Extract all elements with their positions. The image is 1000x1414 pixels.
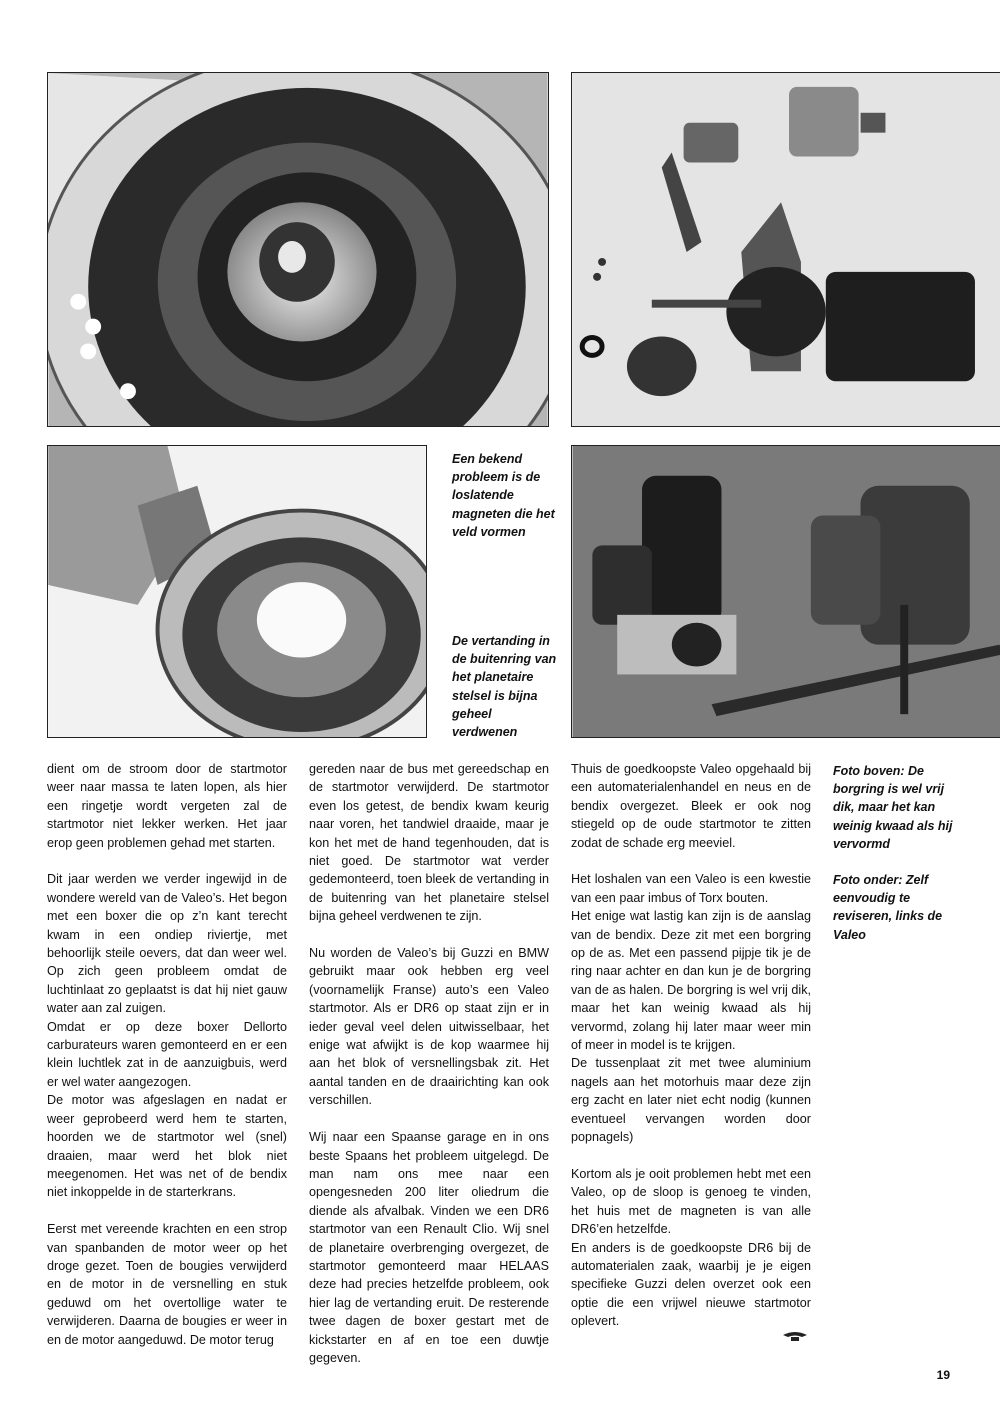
paragraph: Nu worden de Valeo’s bij Guzzi en BMW gebruikt maar ook hebben erg veel (voornamelijk Franse) auto’s een Valeo startmotor. Als er DR6 op staat zijn er in ieder geval veel delen uitwisselbaar, het enige wat afwijkt is de kop waarmee hij aan het blok of versnellingsbak zit. Het aantal tanden en de draairichting kan ook verschillen. (309, 946, 549, 1108)
article-column-1 (47, 760, 287, 1349)
planetary-ring-gear-photo (48, 446, 426, 737)
photo-ring-gear (47, 445, 427, 738)
paragraph: Dit jaar werden we verder ingewijd in de wondere wereld van de Valeo’s. Het begon met een boxer die op z’n kant terecht kwam in een ondiep riviertje, met behoorlijk steile oevers, dat dan weer wel. Op zich geen probleem omdat de luchtinlaat zo geplaatst is dat hij niet gauw water aan zal zuigen. (47, 872, 287, 1016)
paragraph: Kortom als je ooit problemen hebt met een Valeo, op de sloop is genoeg te vinden, het huis met de magneten is van alle DR6’en hetzelfde. (571, 1166, 811, 1237)
paragraph: Thuis de goedkoopste Valeo opgehaald bij een automaterialenhandel en neus en de bendix overgezet. Bleek er ook nog stiegeld op de oude startmotor te zitten zodat de schade erg meeviel. (571, 762, 811, 850)
paragraph: De motor was afgeslagen en nadat er weer geprobeerd werd hem te starten, hoorden we de startmotor wel (snel) draaien, maar werd het blok niet meegenomen. Het was net of de bendix niet inkoppelde in de starterkrans. (47, 1093, 287, 1200)
photo-disassembled-parts (571, 72, 1000, 427)
paragraph: Wij naar een Spaanse garage en in ons beste Spaans het probleem uitgelegd. De man nam ons mee naar een opengesneden 200 liter oliedrum die diende als afvalbak. Vinden we een DR6 startmotor van een Renault Clio. Wij snel de planetaire overbrenging overgezet, de startmotor gemonteerd maar HELAAS deze had precies hetzelfde probleem, ook hier lag de vertanding eruit. De resterende twee dagen de boxer gestart met de kickstarter en af en toe een duwtje gegeven. (309, 1130, 549, 1365)
paragraph: Het enige wat lastig kan zijn is de aanslag van de bendix. Deze zit met een borgring op de as. Met een passend pijpje tik je de ring naar achter en dan kun je de borgring van de as halen. De borgring is wel vrij dik, maar het kan weinig kwaad als hij vervormd, zolang hij later maar weer min of meer in model is te krijgen. (571, 909, 811, 1053)
two-starter-motors-on-ground-photo (572, 446, 1000, 737)
paragraph: Omdat er op deze boxer Dellorto carburateurs waren gemonteerd en er een klein luchtlek zat in de aanzuigbuis, werd er wel water aangezogen. (47, 1019, 287, 1089)
caption-foto-onder: Foto onder: Zelf eenvoudig te reviseren, links de Valeo (833, 873, 943, 942)
page-number: 19 (936, 1368, 950, 1382)
paragraph: Eerst met vereende krachten en een strop van spanbanden de motor weer op het droge gezet. Toen de bougies verwijderd en de motor in de versnelling en stuk geduwd om het overtollige water te verwijderen. Daarna de bougies er weer in en de motor aangeduwd. De motor terug (47, 1222, 287, 1347)
caption-magnets: Een bekend probleem is de loslatende magneten die het veld vormen (452, 452, 555, 539)
paragraph: De tussenplaat zit met twee aluminium nagels aan het motorhuis maar deze zijn erg zacht en later niet echt nodig (kunnen eventueel vervangen worden door popnagels) (571, 1056, 811, 1145)
caption-ring-gear: De vertanding in de buitenring van het planetaire stelsel is bijna geheel verdwenen (452, 634, 557, 740)
starter-motor-housing-magnets-photo (48, 73, 548, 426)
caption-foto-boven: Foto boven: De borgring is wel vrij dik, maar het kan weinig kwaad als hij vervormd (833, 764, 953, 851)
photo-two-starters (571, 445, 1000, 738)
guzzi-eagle-logo-icon (782, 1329, 808, 1343)
paragraph: gereden naar de bus met gereedschap en de startmotor verwijderd. De startmotor even los getest, de bendix kwam keurig naar voren, het tandwiel draaide, maar je kon het met de hand tegenhouden, dat is niet goed. De startmotor wat verder gedemonteerd, toen bleek de vertanding in de buitenring van het planetaire stelsel bijna geheel verdwenen te zijn. (309, 762, 549, 924)
paragraph: En anders is de goedkoopste DR6 bij de automaterialen zaak, waarbij je je eigen specifieke Guzzi delen overzet ook een optie die een vrijwel nieuwe startmotor oplevert. (571, 1240, 811, 1329)
paragraph: Het loshalen van een Valeo is een kwestie van een paar imbus of Torx bouten. (571, 872, 811, 905)
article-column-3 (571, 760, 811, 1331)
article-column-2 (309, 760, 549, 1367)
paragraph: dient om de stroom door de startmotor weer naar massa te laten lopen, als hier een ringetje wordt vergeten zal de startmotor niet lekker werken. Het jaar erop geen problemen gehad met starten. (47, 762, 287, 850)
photo-starter-housing (47, 72, 549, 427)
disassembled-starter-motor-parts-photo (572, 73, 1000, 426)
